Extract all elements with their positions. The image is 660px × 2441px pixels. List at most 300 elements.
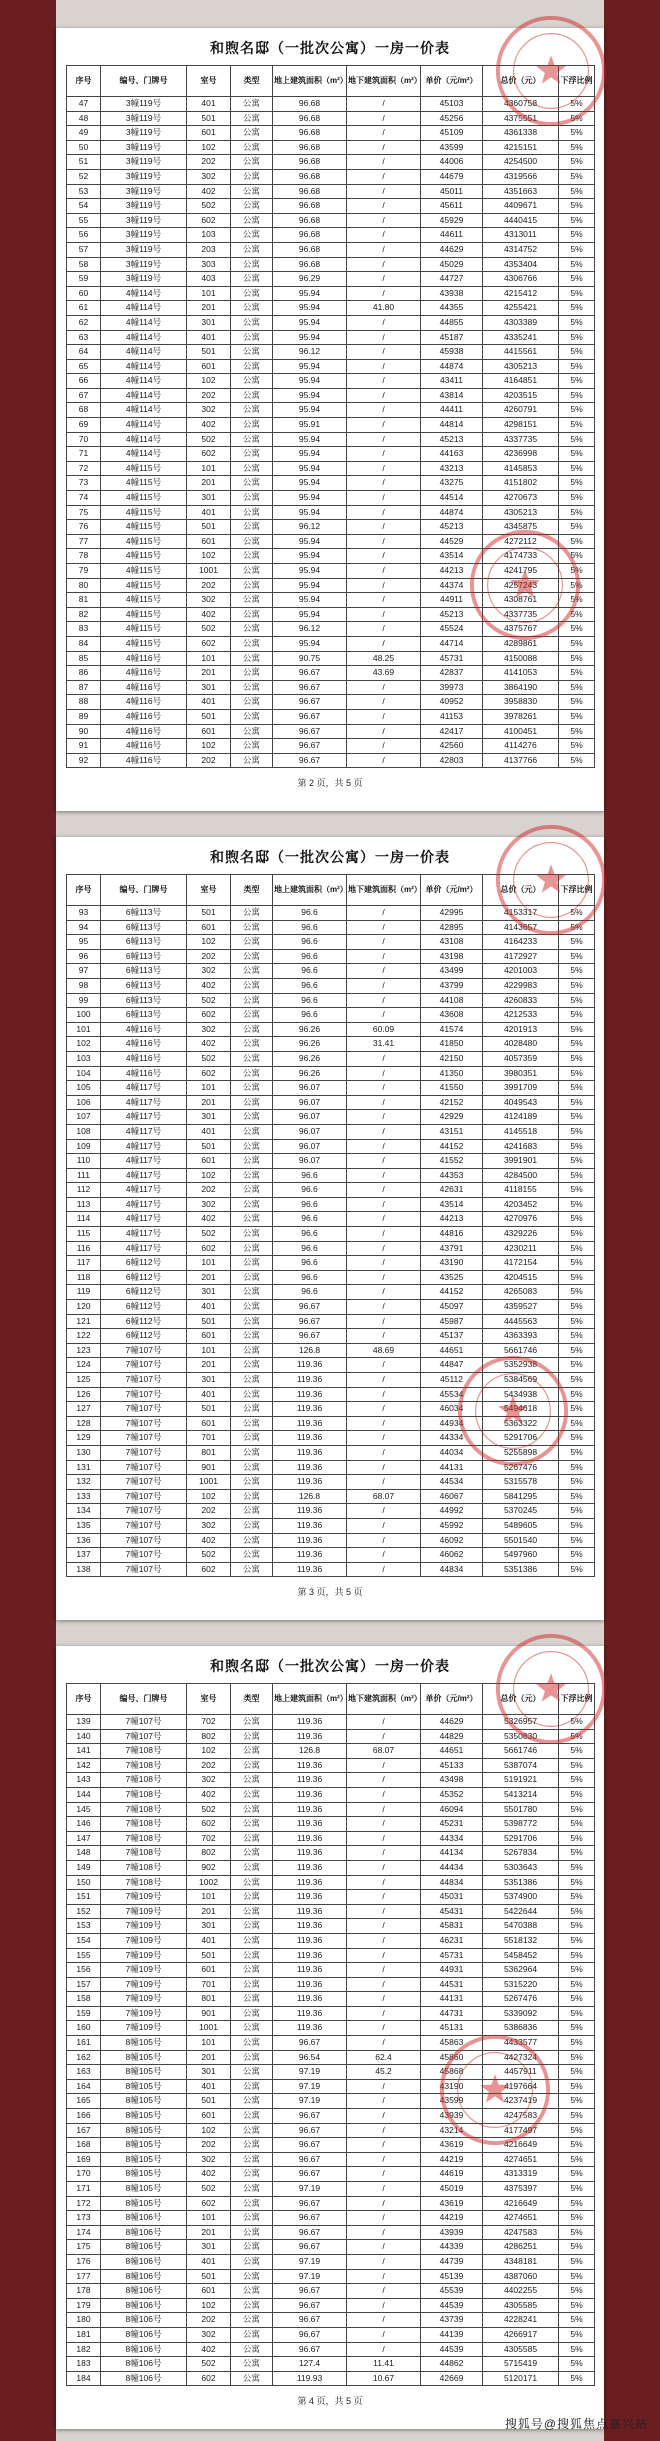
table-cell: 95.94	[273, 505, 347, 520]
table-cell: /	[347, 184, 421, 199]
table-cell: 602	[187, 1817, 231, 1832]
table-cell: 3幢119号	[101, 97, 187, 112]
table-cell: 4229983	[483, 978, 559, 993]
table-cell: 4375767	[483, 622, 559, 637]
table-row	[67, 1300, 595, 1315]
table-cell: 80	[67, 578, 101, 593]
table-cell: 96.67	[273, 2123, 347, 2138]
table-cell: 4幢117号	[101, 1227, 187, 1242]
table-cell: 6幢113号	[101, 949, 187, 964]
table-cell: 公寓	[231, 1343, 273, 1358]
column-header: 地下建筑面积（m²）	[347, 66, 421, 97]
table-row	[67, 2342, 595, 2357]
table-cell: 169	[67, 2152, 101, 2167]
table-cell: 5%	[559, 1416, 595, 1431]
table-cell: 7幢107号	[101, 1343, 187, 1358]
table-cell: 公寓	[231, 301, 273, 316]
table-cell: 201	[187, 2225, 231, 2240]
table-cell: /	[347, 97, 421, 112]
table-cell: 4265083	[483, 1285, 559, 1300]
table-cell: 5%	[559, 1744, 595, 1759]
table-cell: 701	[187, 1977, 231, 1992]
table-cell: 5%	[559, 680, 595, 695]
table-cell: 302	[187, 1518, 231, 1533]
table-cell: 5267834	[483, 1846, 559, 1861]
table-cell: 96.67	[273, 2138, 347, 2153]
table-cell: 502	[187, 2357, 231, 2372]
table-cell: 44139	[421, 2327, 483, 2342]
table-cell: 7幢107号	[101, 1373, 187, 1388]
table-cell: 44679	[421, 169, 483, 184]
table-cell: 3幢119号	[101, 111, 187, 126]
table-cell: 157	[67, 1977, 101, 1992]
table-row	[67, 315, 595, 330]
table-cell: 3幢119号	[101, 228, 187, 243]
table-cell: /	[347, 111, 421, 126]
table-cell: 4216649	[483, 2138, 559, 2153]
table-cell: 5%	[559, 920, 595, 935]
page-number: 第 2 页，共 5 页	[297, 778, 363, 789]
table-cell: 5384569	[483, 1373, 559, 1388]
table-cell: 79	[67, 564, 101, 579]
table-row	[67, 1977, 595, 1992]
table-cell: 100	[67, 1008, 101, 1023]
table-row	[67, 257, 595, 272]
table-cell: 44931	[421, 1963, 483, 1978]
table-cell: 5%	[559, 140, 595, 155]
table-cell: 45097	[421, 1300, 483, 1315]
table-cell: 96.67	[273, 2152, 347, 2167]
table-cell: 95.94	[273, 388, 347, 403]
table-cell: 5326957	[483, 1715, 559, 1730]
table-cell: 45534	[421, 1387, 483, 1402]
table-cell: 5%	[559, 1977, 595, 1992]
table-cell: 43939	[421, 2109, 483, 2124]
table-cell: 5%	[559, 1314, 595, 1329]
table-cell: 4幢114号	[101, 403, 187, 418]
table-cell: 公寓	[231, 2342, 273, 2357]
table-cell: 43.69	[347, 666, 421, 681]
table-cell: 4幢117号	[101, 1183, 187, 1198]
table-cell: 178	[67, 2284, 101, 2299]
table-cell: 101	[187, 1343, 231, 1358]
table-cell: 502	[187, 622, 231, 637]
table-row	[67, 2006, 595, 2021]
table-cell: 602	[187, 636, 231, 651]
document-viewer	[56, 0, 604, 2441]
table-row	[67, 695, 595, 710]
table-cell: 公寓	[231, 1227, 273, 1242]
table-cell: 95.94	[273, 447, 347, 462]
table-cell: 8幢106号	[101, 2371, 187, 2386]
table-cell: 7幢108号	[101, 1802, 187, 1817]
table-cell: 44834	[421, 1875, 483, 1890]
table-cell: 5%	[559, 2240, 595, 2255]
table-row	[67, 345, 595, 360]
table-row	[67, 2021, 595, 2036]
table-cell: /	[347, 1197, 421, 1212]
table-cell: 119.36	[273, 1846, 347, 1861]
table-cell: /	[347, 155, 421, 170]
table-cell: 42995	[421, 906, 483, 921]
table-cell: 3幢119号	[101, 126, 187, 141]
table-cell: 公寓	[231, 2298, 273, 2313]
table-cell: /	[347, 622, 421, 637]
table-row	[67, 97, 595, 112]
table-cell: 41850	[421, 1037, 483, 1052]
table-cell: 602	[187, 1066, 231, 1081]
table-cell: 公寓	[231, 505, 273, 520]
table-cell: 8幢105号	[101, 2152, 187, 2167]
table-cell: 167	[67, 2123, 101, 2138]
table-cell: 119.36	[273, 1933, 347, 1948]
table-cell: 119.36	[273, 1890, 347, 1905]
table-cell: 53	[67, 184, 101, 199]
table-cell: 176	[67, 2254, 101, 2269]
table-cell: /	[347, 1831, 421, 1846]
table-cell: 4143657	[483, 920, 559, 935]
table-cell: 146	[67, 1817, 101, 1832]
table-cell: 4212533	[483, 1008, 559, 1023]
table-cell: 公寓	[231, 978, 273, 993]
table-cell: /	[347, 1183, 421, 1198]
table-cell: 8幢106号	[101, 2313, 187, 2328]
table-cell: 102	[187, 1489, 231, 1504]
table-cell: 45187	[421, 330, 483, 345]
table-cell: 161	[67, 2036, 101, 2051]
table-cell: 5%	[559, 739, 595, 754]
table-row	[67, 1460, 595, 1475]
table-cell: 46094	[421, 1802, 483, 1817]
table-cell: 601	[187, 2284, 231, 2299]
table-cell: 5%	[559, 666, 595, 681]
table-cell: 4353404	[483, 257, 559, 272]
table-cell: 165	[67, 2094, 101, 2109]
table-cell: 96.07	[273, 1095, 347, 1110]
table-cell: 44339	[421, 2240, 483, 2255]
table-cell: 97.19	[273, 2079, 347, 2094]
table-cell: 7幢107号	[101, 1460, 187, 1475]
table-cell: 96.68	[273, 140, 347, 155]
table-cell: 45929	[421, 213, 483, 228]
table-cell: 4幢117号	[101, 1168, 187, 1183]
table-cell: 43190	[421, 1256, 483, 1271]
table-cell: /	[347, 2123, 421, 2138]
table-cell: 168	[67, 2138, 101, 2153]
table-cell: 公寓	[231, 1110, 273, 1125]
table-cell: 96.6	[273, 993, 347, 1008]
table-cell: 5%	[559, 1933, 595, 1948]
table-cell: 4049543	[483, 1095, 559, 1110]
table-row	[67, 447, 595, 462]
table-cell: 5398772	[483, 1817, 559, 1832]
table-cell: 96.67	[273, 2211, 347, 2226]
table-cell: 171	[67, 2182, 101, 2197]
table-cell: 202	[187, 2313, 231, 2328]
table-cell: 43198	[421, 949, 483, 964]
table-cell: 119.36	[273, 1715, 347, 1730]
table-cell: 44353	[421, 1168, 483, 1183]
table-cell: 105	[67, 1081, 101, 1096]
table-row	[67, 2138, 595, 2153]
table-cell: 117	[67, 1256, 101, 1271]
table-cell: 149	[67, 1860, 101, 1875]
table-cell: 6幢112号	[101, 1270, 187, 1285]
table-cell: 4402255	[483, 2284, 559, 2299]
column-header: 编号、门牌号	[101, 66, 187, 97]
table-cell: 95.94	[273, 593, 347, 608]
table-row	[67, 680, 595, 695]
table-cell: 44213	[421, 564, 483, 579]
table-cell: 10.67	[347, 2371, 421, 2386]
table-cell: 7幢109号	[101, 2006, 187, 2021]
table-row	[67, 2196, 595, 2211]
table-cell: /	[347, 978, 421, 993]
table-cell: 4114276	[483, 739, 559, 754]
table-cell: 5%	[559, 1460, 595, 1475]
table-cell: 4幢114号	[101, 359, 187, 374]
table-cell: 401	[187, 2079, 231, 2094]
table-cell: 5%	[559, 1431, 595, 1446]
table-cell: /	[347, 286, 421, 301]
table-cell: 601	[187, 2109, 231, 2124]
table-cell: /	[347, 272, 421, 287]
table-cell: /	[347, 169, 421, 184]
table-cell: 96.6	[273, 1256, 347, 1271]
table-cell: 96.68	[273, 228, 347, 243]
table-row	[67, 1110, 595, 1125]
table-cell: /	[347, 1168, 421, 1183]
table-cell: 5%	[559, 1787, 595, 1802]
price-table	[66, 874, 595, 1577]
table-cell: 44992	[421, 1504, 483, 1519]
table-cell: 90.75	[273, 651, 347, 666]
table-cell: 4151802	[483, 476, 559, 491]
table-cell: 公寓	[231, 2167, 273, 2182]
table-cell: 4274651	[483, 2152, 559, 2167]
table-cell: 4幢116号	[101, 651, 187, 666]
table-row	[67, 1744, 595, 1759]
table-cell: 44134	[421, 1846, 483, 1861]
table-cell: 4150088	[483, 651, 559, 666]
table-cell: 44727	[421, 272, 483, 287]
table-cell: 86	[67, 666, 101, 681]
table-cell: 5%	[559, 491, 595, 506]
table-cell: 8幢106号	[101, 2254, 187, 2269]
table-cell: 4457911	[483, 2065, 559, 2080]
table-cell: 73	[67, 476, 101, 491]
table-cell: 403	[187, 272, 231, 287]
table-cell: 4257243	[483, 578, 559, 593]
table-row	[67, 666, 595, 681]
table-cell: 126.8	[273, 1489, 347, 1504]
table-cell: 44834	[421, 1562, 483, 1577]
table-cell: 公寓	[231, 920, 273, 935]
table-cell: 8幢105号	[101, 2109, 187, 2124]
table-cell: /	[347, 2021, 421, 2036]
table-cell: 44814	[421, 418, 483, 433]
table-cell: 130	[67, 1445, 101, 1460]
table-cell: 42560	[421, 739, 483, 754]
table-cell: /	[347, 1154, 421, 1169]
table-cell: /	[347, 593, 421, 608]
table-cell: 5%	[559, 418, 595, 433]
table-cell: 501	[187, 520, 231, 535]
table-cell: 公寓	[231, 1037, 273, 1052]
table-row	[67, 964, 595, 979]
document-page-3	[56, 1646, 604, 2429]
table-row	[67, 1562, 595, 1577]
table-row	[67, 2123, 595, 2138]
table-cell: 4197664	[483, 2079, 559, 2094]
table-cell: 45139	[421, 2269, 483, 2284]
table-cell: 143	[67, 1773, 101, 1788]
table-cell: /	[347, 2225, 421, 2240]
table-cell: 7幢109号	[101, 1992, 187, 2007]
table-cell: 3991709	[483, 1081, 559, 1096]
table-row	[67, 461, 595, 476]
table-cell: /	[347, 1875, 421, 1890]
table-cell: 43799	[421, 978, 483, 993]
table-cell: 128	[67, 1416, 101, 1431]
table-cell: 601	[187, 359, 231, 374]
table-cell: 119.36	[273, 1802, 347, 1817]
table-row	[67, 1533, 595, 1548]
table-cell: 502	[187, 1548, 231, 1563]
table-cell: /	[347, 1773, 421, 1788]
table-cell: 43599	[421, 2094, 483, 2109]
table-cell: 95.91	[273, 418, 347, 433]
table-cell: 公寓	[231, 1081, 273, 1096]
table-cell: 公寓	[231, 2182, 273, 2197]
table-row	[67, 1183, 595, 1198]
table-row	[67, 978, 595, 993]
table-cell: 5%	[559, 432, 595, 447]
table-cell: 5191921	[483, 1773, 559, 1788]
table-cell: 5%	[559, 1008, 595, 1023]
table-cell: 202	[187, 949, 231, 964]
table-cell: 7幢108号	[101, 1817, 187, 1832]
table-cell: 公寓	[231, 388, 273, 403]
table-row	[67, 1154, 595, 1169]
table-cell: 702	[187, 1831, 231, 1846]
table-cell: 43514	[421, 549, 483, 564]
table-cell: 602	[187, 1562, 231, 1577]
table-cell: 119.36	[273, 1831, 347, 1846]
table-title: 和煦名邸（一批次公寓）一房一价表	[210, 1660, 450, 1675]
table-cell: 96.26	[273, 1051, 347, 1066]
table-cell: 4260791	[483, 403, 559, 418]
table-row	[67, 1022, 595, 1037]
table-cell: 131	[67, 1460, 101, 1475]
table-cell: 96.6	[273, 964, 347, 979]
table-row	[67, 2240, 595, 2255]
table-cell: 4幢117号	[101, 1154, 187, 1169]
table-cell: 60	[67, 286, 101, 301]
table-row	[67, 1846, 595, 1861]
table-cell: 7幢107号	[101, 1504, 187, 1519]
table-cell: /	[347, 993, 421, 1008]
table-cell: 44829	[421, 1729, 483, 1744]
table-cell: 公寓	[231, 1051, 273, 1066]
table-cell: 7幢107号	[101, 1715, 187, 1730]
table-row	[67, 1817, 595, 1832]
table-cell: 119.36	[273, 1773, 347, 1788]
table-cell: 138	[67, 1562, 101, 1577]
table-cell: /	[347, 1533, 421, 1548]
table-cell: 203	[187, 242, 231, 257]
table-cell: 5%	[559, 476, 595, 491]
table-cell: 602	[187, 2196, 231, 2211]
table-cell: 164	[67, 2079, 101, 2094]
table-cell: 5%	[559, 534, 595, 549]
table-cell: 152	[67, 1904, 101, 1919]
table-cell: 92	[67, 753, 101, 768]
table-cell: /	[347, 1387, 421, 1402]
table-row	[67, 1402, 595, 1417]
table-cell: /	[347, 2079, 421, 2094]
table-cell: 402	[187, 1533, 231, 1548]
table-cell: 4363393	[483, 1329, 559, 1344]
table-cell: 5%	[559, 1802, 595, 1817]
table-cell: 5%	[559, 695, 595, 710]
column-header: 编号、门牌号	[101, 875, 187, 906]
table-cell: 4305213	[483, 505, 559, 520]
table-row	[67, 1919, 595, 1934]
table-cell: 5%	[559, 1715, 595, 1730]
table-cell: 4236998	[483, 447, 559, 462]
table-cell: 46067	[421, 1489, 483, 1504]
table-cell: 4幢117号	[101, 1095, 187, 1110]
table-cell: 96.29	[273, 272, 347, 287]
table-cell: 5%	[559, 636, 595, 651]
table-cell: 96.12	[273, 520, 347, 535]
table-cell: 公寓	[231, 374, 273, 389]
table-cell: 8幢106号	[101, 2240, 187, 2255]
table-cell: 202	[187, 753, 231, 768]
table-row	[67, 753, 595, 768]
price-table	[66, 1683, 595, 2386]
table-cell: 公寓	[231, 461, 273, 476]
table-cell: 4幢116号	[101, 753, 187, 768]
table-cell: 44374	[421, 578, 483, 593]
table-cell: 5%	[559, 242, 595, 257]
table-cell: 96.68	[273, 242, 347, 257]
table-cell: 44434	[421, 1860, 483, 1875]
table-cell: 95.94	[273, 286, 347, 301]
table-cell: /	[347, 2240, 421, 2255]
document-page-2	[56, 837, 604, 1620]
table-cell: 4幢114号	[101, 447, 187, 462]
table-cell: 4幢114号	[101, 432, 187, 447]
table-cell: 101	[187, 461, 231, 476]
table-cell: 127	[67, 1402, 101, 1417]
table-cell: 96.68	[273, 199, 347, 214]
table-cell: 5315220	[483, 1977, 559, 1992]
table-cell: 公寓	[231, 432, 273, 447]
table-row	[67, 418, 595, 433]
table-cell: 201	[187, 1095, 231, 1110]
table-cell: 102	[187, 739, 231, 754]
table-cell: 公寓	[231, 1460, 273, 1475]
table-cell: 公寓	[231, 2094, 273, 2109]
table-cell: /	[347, 739, 421, 754]
table-row	[67, 213, 595, 228]
table-cell: 43190	[421, 2079, 483, 2094]
table-cell: 96.07	[273, 1124, 347, 1139]
table-cell: 95.94	[273, 564, 347, 579]
table-cell: 5%	[559, 1402, 595, 1417]
